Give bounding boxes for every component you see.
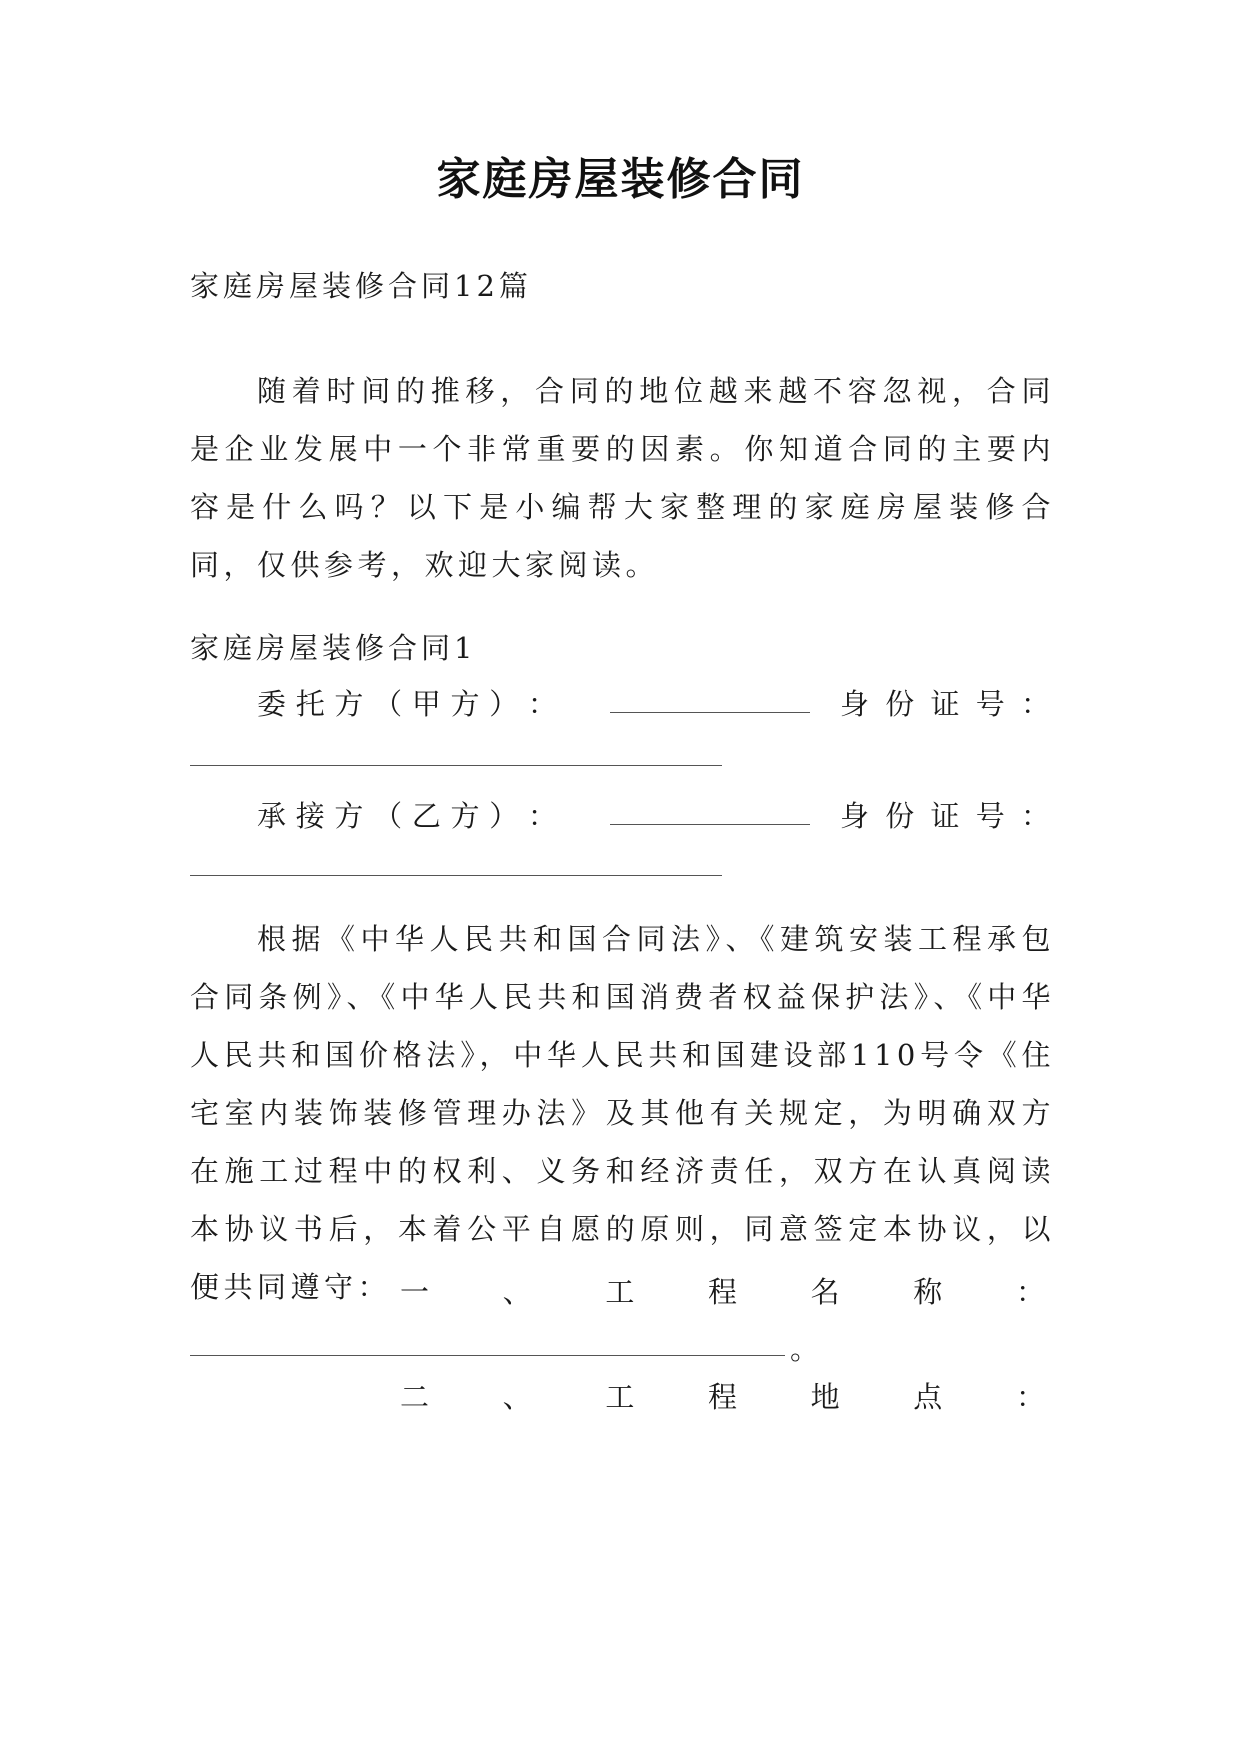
party-b-char: 承 [257,799,287,833]
party-b-char: 接 [295,799,325,833]
item-1-char: 、 [502,1275,532,1309]
party-a-row [190,682,1055,726]
item-2-char: ： [1015,1380,1045,1414]
party-a-id-blank[interactable] [190,765,722,766]
id-label-char: 号 [975,799,1005,833]
item-2-char: 点 [913,1380,943,1414]
item-2-label [400,1375,1045,1419]
item-1-char: 一 [400,1275,430,1309]
item-2-char: 程 [707,1380,737,1414]
party-b-char: （ [373,799,403,833]
id-label-char: 号 [975,687,1005,721]
subtitle: 家庭房屋装修合同12篇 [190,269,532,303]
item-2-char: 二 [400,1380,430,1414]
item-1-char: 工 [605,1275,635,1309]
party-b-id-label [840,794,1050,838]
party-b-char: 方 [450,799,480,833]
id-label-char: 身 [840,687,870,721]
party-a-char: （ [373,687,403,721]
item-1-char: 名 [810,1275,840,1309]
party-b-char: ） [489,799,519,833]
party-b-char: 乙 [411,799,441,833]
item-1-label [400,1270,1045,1314]
party-a-char: ） [489,687,519,721]
item-1-end-mark: 。 [790,1332,820,1366]
id-label-char: 份 [885,687,915,721]
document-title: 家庭房屋装修合同 [436,154,805,205]
id-label-char: 证 [930,799,960,833]
party-a-name-blank[interactable] [610,712,810,713]
party-b-char: 方 [334,799,364,833]
item-1-char: 程 [707,1275,737,1309]
intro-paragraph: 随着时间的推移，合同的地位越来越不容忽视，合同是企业发展中一个非常重要的因素。你知道合同的主要内容是什么吗？以下是小编帮大家整理的家庭房屋装修合同，仅供参考，欢迎大家阅读。 [190,374,1055,582]
party-a-char: 甲 [411,687,441,721]
party-a-char: 方 [450,687,480,721]
id-label-char: 身 [840,799,870,833]
item-2-char: 工 [605,1380,635,1414]
id-label-char: ： [1020,687,1050,721]
item-2-row [190,1375,1055,1419]
id-label-char: 证 [930,687,960,721]
id-label-char: 份 [885,799,915,833]
party-a-id-label [840,682,1050,726]
basis-paragraph: 根据《中华人民共和国合同法》、《建筑安装工程承包合同条例》、《中华人民共和国消费者权益保护法》、《中华人民共和国价格法》，中华人民共和国建设部110号令《住宅室内装饰装修管理办法》及其他有关规定，为明确双方在施工过程中的权利、义务和经济责任，双方在认真阅读本协议书后，本着公平自愿的原则，同意签定本协议，以便共同遵守： [190,922,1055,1304]
party-a-char: 托 [295,687,325,721]
party-b-id-blank[interactable] [190,875,722,876]
party-a-char: 方 [334,687,364,721]
item-1-char: 称 [913,1275,943,1309]
item-2-char: 地 [810,1380,840,1414]
party-a-label [257,682,557,726]
section-heading: 家庭房屋装修合同1 [190,631,477,665]
party-b-row [190,794,1055,838]
item-1-row [190,1270,1055,1314]
item-1-char: ： [1015,1275,1045,1309]
item-2-char: 、 [502,1380,532,1414]
item-1-blank[interactable] [190,1355,785,1356]
party-b-char: ： [527,799,557,833]
party-b-label [257,794,557,838]
party-a-char: ： [527,687,557,721]
id-label-char: ： [1020,799,1050,833]
party-b-name-blank[interactable] [610,824,810,825]
party-a-char: 委 [257,687,287,721]
